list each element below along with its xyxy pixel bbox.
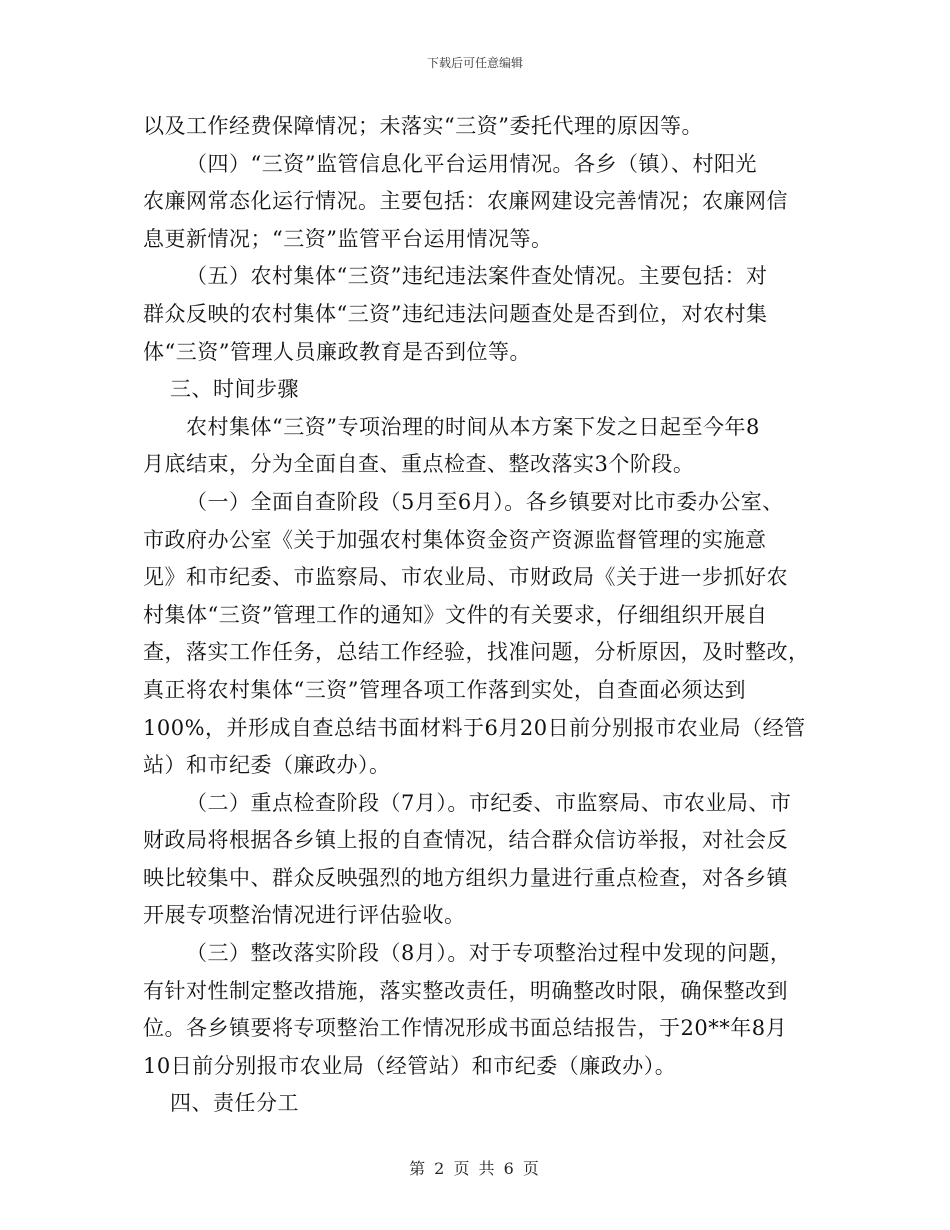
text-line: （五）农村集体“三资”违纪违法案件查处情况。主要包括：对 — [186, 264, 768, 289]
page-header-note: 下载后可任意编辑 — [426, 56, 523, 70]
text-line: 开展专项整治情况进行评估验收。 — [143, 903, 466, 928]
text-line: 财政局将根据各乡镇上报的自查情况，结合群众信访举报，对社会反 — [143, 828, 788, 853]
text-line: 映比较集中、群众反映强烈的地方组织力量进行重点检查，对各乡镇 — [143, 865, 788, 890]
text-line: （三）整改落实阶段（8月）。对于专项整治过程中发现的问题， — [186, 941, 792, 966]
text-line: 市政府办公室《关于加强农村集体资金资产资源监督管理的实施意 — [143, 527, 767, 552]
text-line: 月底结束，分为全面自查、重点检查、整改落实3个阶段。 — [143, 452, 695, 477]
text-line: 群众反映的农村集体“三资”违纪违法问题查处是否到位，对农村集 — [143, 301, 768, 326]
text-line: 100%，并形成自查总结书面材料于6月20日前分别报市农业局（经管 — [143, 715, 806, 740]
text-line: 农村集体“三资”专项治理的时间从本方案下发之日起至今年8 — [186, 414, 760, 439]
text-line: 真正将农村集体“三资”管理各项工作落到实处，自查面必须达到 — [143, 677, 746, 702]
page-number-footer: 第 2 页 共 6 页 — [409, 1159, 541, 1178]
text-line: （二）重点检查阶段（7月）。市纪委、市监察局、市农业局、市 — [186, 790, 792, 815]
text-line: 查，落实工作任务，总结工作经验，找准问题，分析原因，及时整改， — [143, 640, 810, 665]
text-line: 息更新情况；“三资”监管平台运用情况等。 — [143, 226, 553, 251]
text-line: 10日前分别报市农业局（经管站）和市纪委（廉政办）。 — [143, 1053, 677, 1078]
document-body — [143, 108, 823, 1123]
text-line: 村集体“三资”管理工作的通知》文件的有关要求，仔细组织开展自 — [143, 602, 768, 627]
text-line: 体“三资”管理人员廉政教育是否到位等。 — [143, 339, 531, 364]
text-line: 站）和市纪委（廉政办）。 — [143, 753, 391, 778]
text-line: 位。各乡镇要将专项整治工作情况形成书面总结报告，于20**年8月 — [143, 1016, 788, 1041]
section-heading: 三、时间步骤 — [170, 377, 299, 402]
section-heading: 四、责任分工 — [170, 1091, 299, 1116]
text-line: 见》和市纪委、市监察局、市农业局、市财政局《关于进一步抓好农 — [143, 565, 788, 590]
text-line: （四）“三资”监管信息化平台运用情况。各乡（镇）、村阳光 — [186, 151, 757, 176]
text-line: 有针对性制定整改措施，落实整改责任，明确整改时限，确保整改到 — [143, 978, 788, 1003]
text-line: 以及工作经费保障情况；未落实“三资”委托代理的原因等。 — [143, 114, 703, 138]
text-line: （一）全面自查阶段（5月至6月）。各乡镇要对比市委办公室、 — [186, 489, 784, 514]
text-line: 农廉网常态化运行情况。主要包括：农廉网建设完善情况；农廉网信 — [143, 189, 788, 214]
